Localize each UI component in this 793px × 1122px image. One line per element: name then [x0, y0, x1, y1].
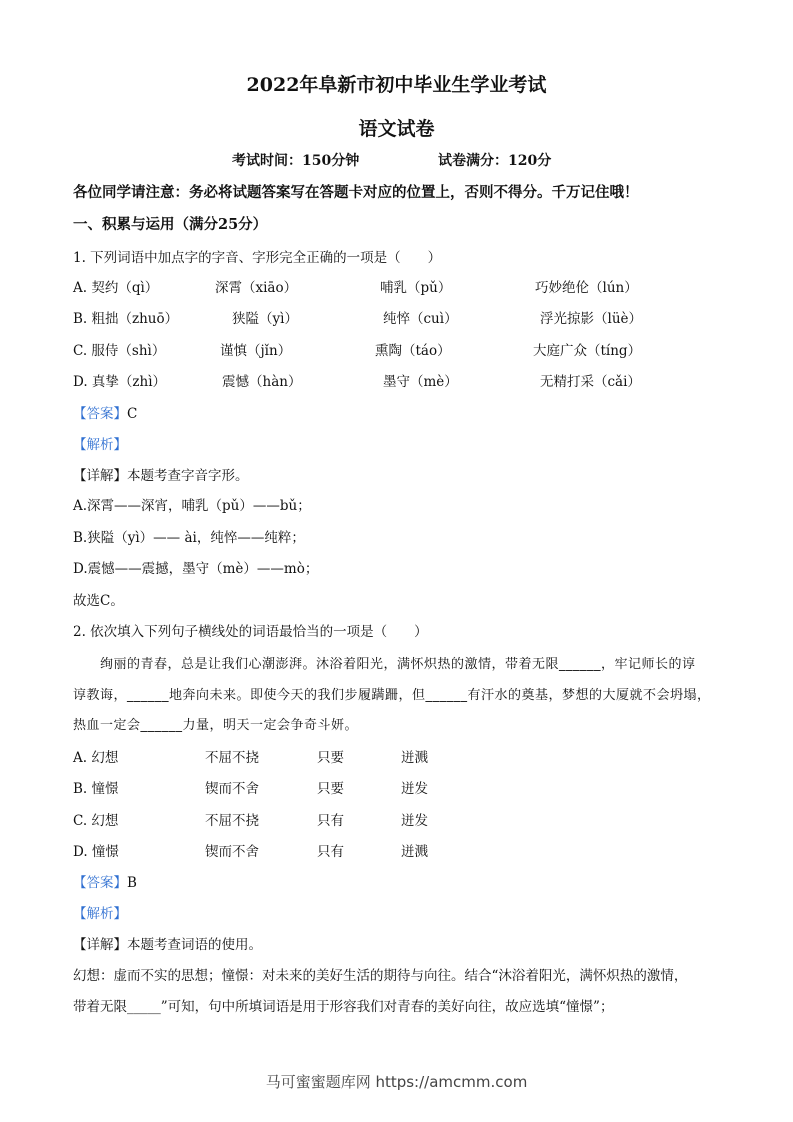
section-heading: 一、积累与运用（满分25分）: [73, 216, 268, 233]
q2-option-c-4: 迸发: [401, 813, 428, 829]
detail-text: 本题考查字音字形。: [127, 468, 249, 484]
q2-option-c-3: 只有: [317, 813, 344, 829]
q1-option-c-1: C. 服侍（shì）: [73, 343, 166, 359]
exam-time: 考试时间：150分钟: [232, 153, 360, 169]
q2-analysis-tag: 【解析】: [73, 906, 127, 922]
q1-option-a-2: 深霄（xiāo）: [215, 280, 298, 296]
q1-option-b-3: 纯悴（cuì）: [383, 311, 458, 327]
q2-option-b-3: 只要: [317, 781, 344, 797]
exam-subtitle: 语文试卷: [358, 118, 435, 140]
q2-option-a-1: A. 幻想: [73, 750, 119, 766]
q2-detail: [73, 933, 262, 953]
answer-tag: 【答案】: [73, 406, 127, 422]
q2-option-a-2: 不屈不挠: [205, 750, 259, 766]
exam-score: 试卷满分：120分: [438, 153, 552, 169]
answer-value: B: [127, 875, 137, 891]
q1-option-d-4: 无精打采（cǎi）: [540, 374, 641, 390]
q1-detail: [73, 464, 249, 484]
q1-option-d-3: 墨守（mè）: [383, 374, 458, 390]
footer-watermark: 马可蜜蜜题库网 https://amcmm.com: [265, 1073, 528, 1091]
q2-passage-line: 热血一定会______力量，明天一定会争奇斗妍。: [73, 718, 359, 733]
q1-option-c-3: 熏陶（táo）: [375, 343, 451, 359]
q2-option-a-3: 只要: [317, 750, 344, 766]
q1-detail-line: 故选C。: [73, 593, 124, 609]
q2-passage-line: 绚丽的青春，总是让我们心潮澎湃。沐浴着阳光，满怀炽热的激情，带着无限______，牢记师长的谆: [100, 657, 696, 672]
q1-option-a-3: 哺乳（pǔ）: [380, 280, 452, 296]
q2-option-d-1: D. 憧憬: [73, 844, 119, 860]
q1-option-c-2: 谨慎（jǐn）: [220, 343, 292, 359]
q2-option-d-4: 迸溅: [401, 844, 428, 860]
q2-option-a-4: 迸溅: [401, 750, 428, 766]
q2-option-b-4: 迸发: [401, 781, 428, 797]
q1-option-b-4: 浮光掠影（lüè）: [540, 311, 643, 327]
q1-detail-line: D.震憾——震撼，墨守（mè）——mò；: [73, 561, 319, 577]
q1-option-c-4: 大庭广众（tíng）: [533, 343, 642, 359]
q2-option-c-2: 不屈不挠: [205, 813, 259, 829]
q2-detail-line: 带着无限_____”可知，句中所填词语是用于形容我们对青春的美好向往，故应选填“憧憬”；: [73, 999, 614, 1015]
question-2-stem: 2. 依次填入下列句子横线处的词语最恰当的一项是（ ）: [73, 624, 428, 640]
detail-tag: 【详解】: [73, 468, 127, 484]
q1-answer: [73, 402, 137, 422]
q2-option-b-2: 锲而不舍: [205, 781, 259, 797]
q2-detail-line: 幻想：虚而不实的思想；憧憬：对未来的美好生活的期待与向往。结合“沐浴着阳光，满怀炽热的激情，: [73, 968, 688, 984]
q1-option-b-1: B. 粗拙（zhuō）: [73, 311, 179, 327]
q2-option-d-3: 只有: [317, 844, 344, 860]
q2-passage-line: 谆教诲，______地奔向未来。即使今天的我们步履蹒跚，但______有汗水的奠基，梦想的大厦就不会坍塌，: [73, 688, 711, 703]
detail-tag: 【详解】: [73, 937, 127, 953]
answer-tag: 【答案】: [73, 875, 127, 891]
q1-detail-line: B.狭隘（yì）—— ài，纯悴——纯粹；: [73, 530, 305, 546]
q2-option-b-1: B. 憧憬: [73, 781, 119, 797]
q1-option-d-1: D. 真挚（zhì）: [73, 374, 167, 390]
notice: 各位同学请注意：务必将试题答案写在答题卡对应的位置上，否则不得分。千万记住哦！: [73, 184, 639, 201]
q2-answer: [73, 871, 137, 891]
question-1-stem: 1. 下列词语中加点字的字音、字形完全正确的一项是（ ）: [73, 250, 442, 266]
q1-option-a-1: A. 契约（qì）: [73, 280, 159, 296]
exam-title: 2022年阜新市初中毕业生学业考试: [246, 74, 547, 96]
q1-option-d-2: 震憾（hàn）: [222, 374, 302, 390]
q1-analysis-tag: 【解析】: [73, 437, 127, 453]
q1-detail-line: A.深霄——深宵，哺乳（pǔ）——bǔ；: [73, 498, 311, 514]
q1-option-a-4: 巧妙绝伦（lún）: [535, 280, 638, 296]
q2-option-d-2: 锲而不舍: [205, 844, 259, 860]
q2-option-c-1: C. 幻想: [73, 813, 119, 829]
q1-option-b-2: 狭隘（yì）: [232, 311, 298, 327]
detail-text: 本题考查词语的使用。: [127, 937, 262, 953]
answer-value: C: [127, 406, 138, 422]
